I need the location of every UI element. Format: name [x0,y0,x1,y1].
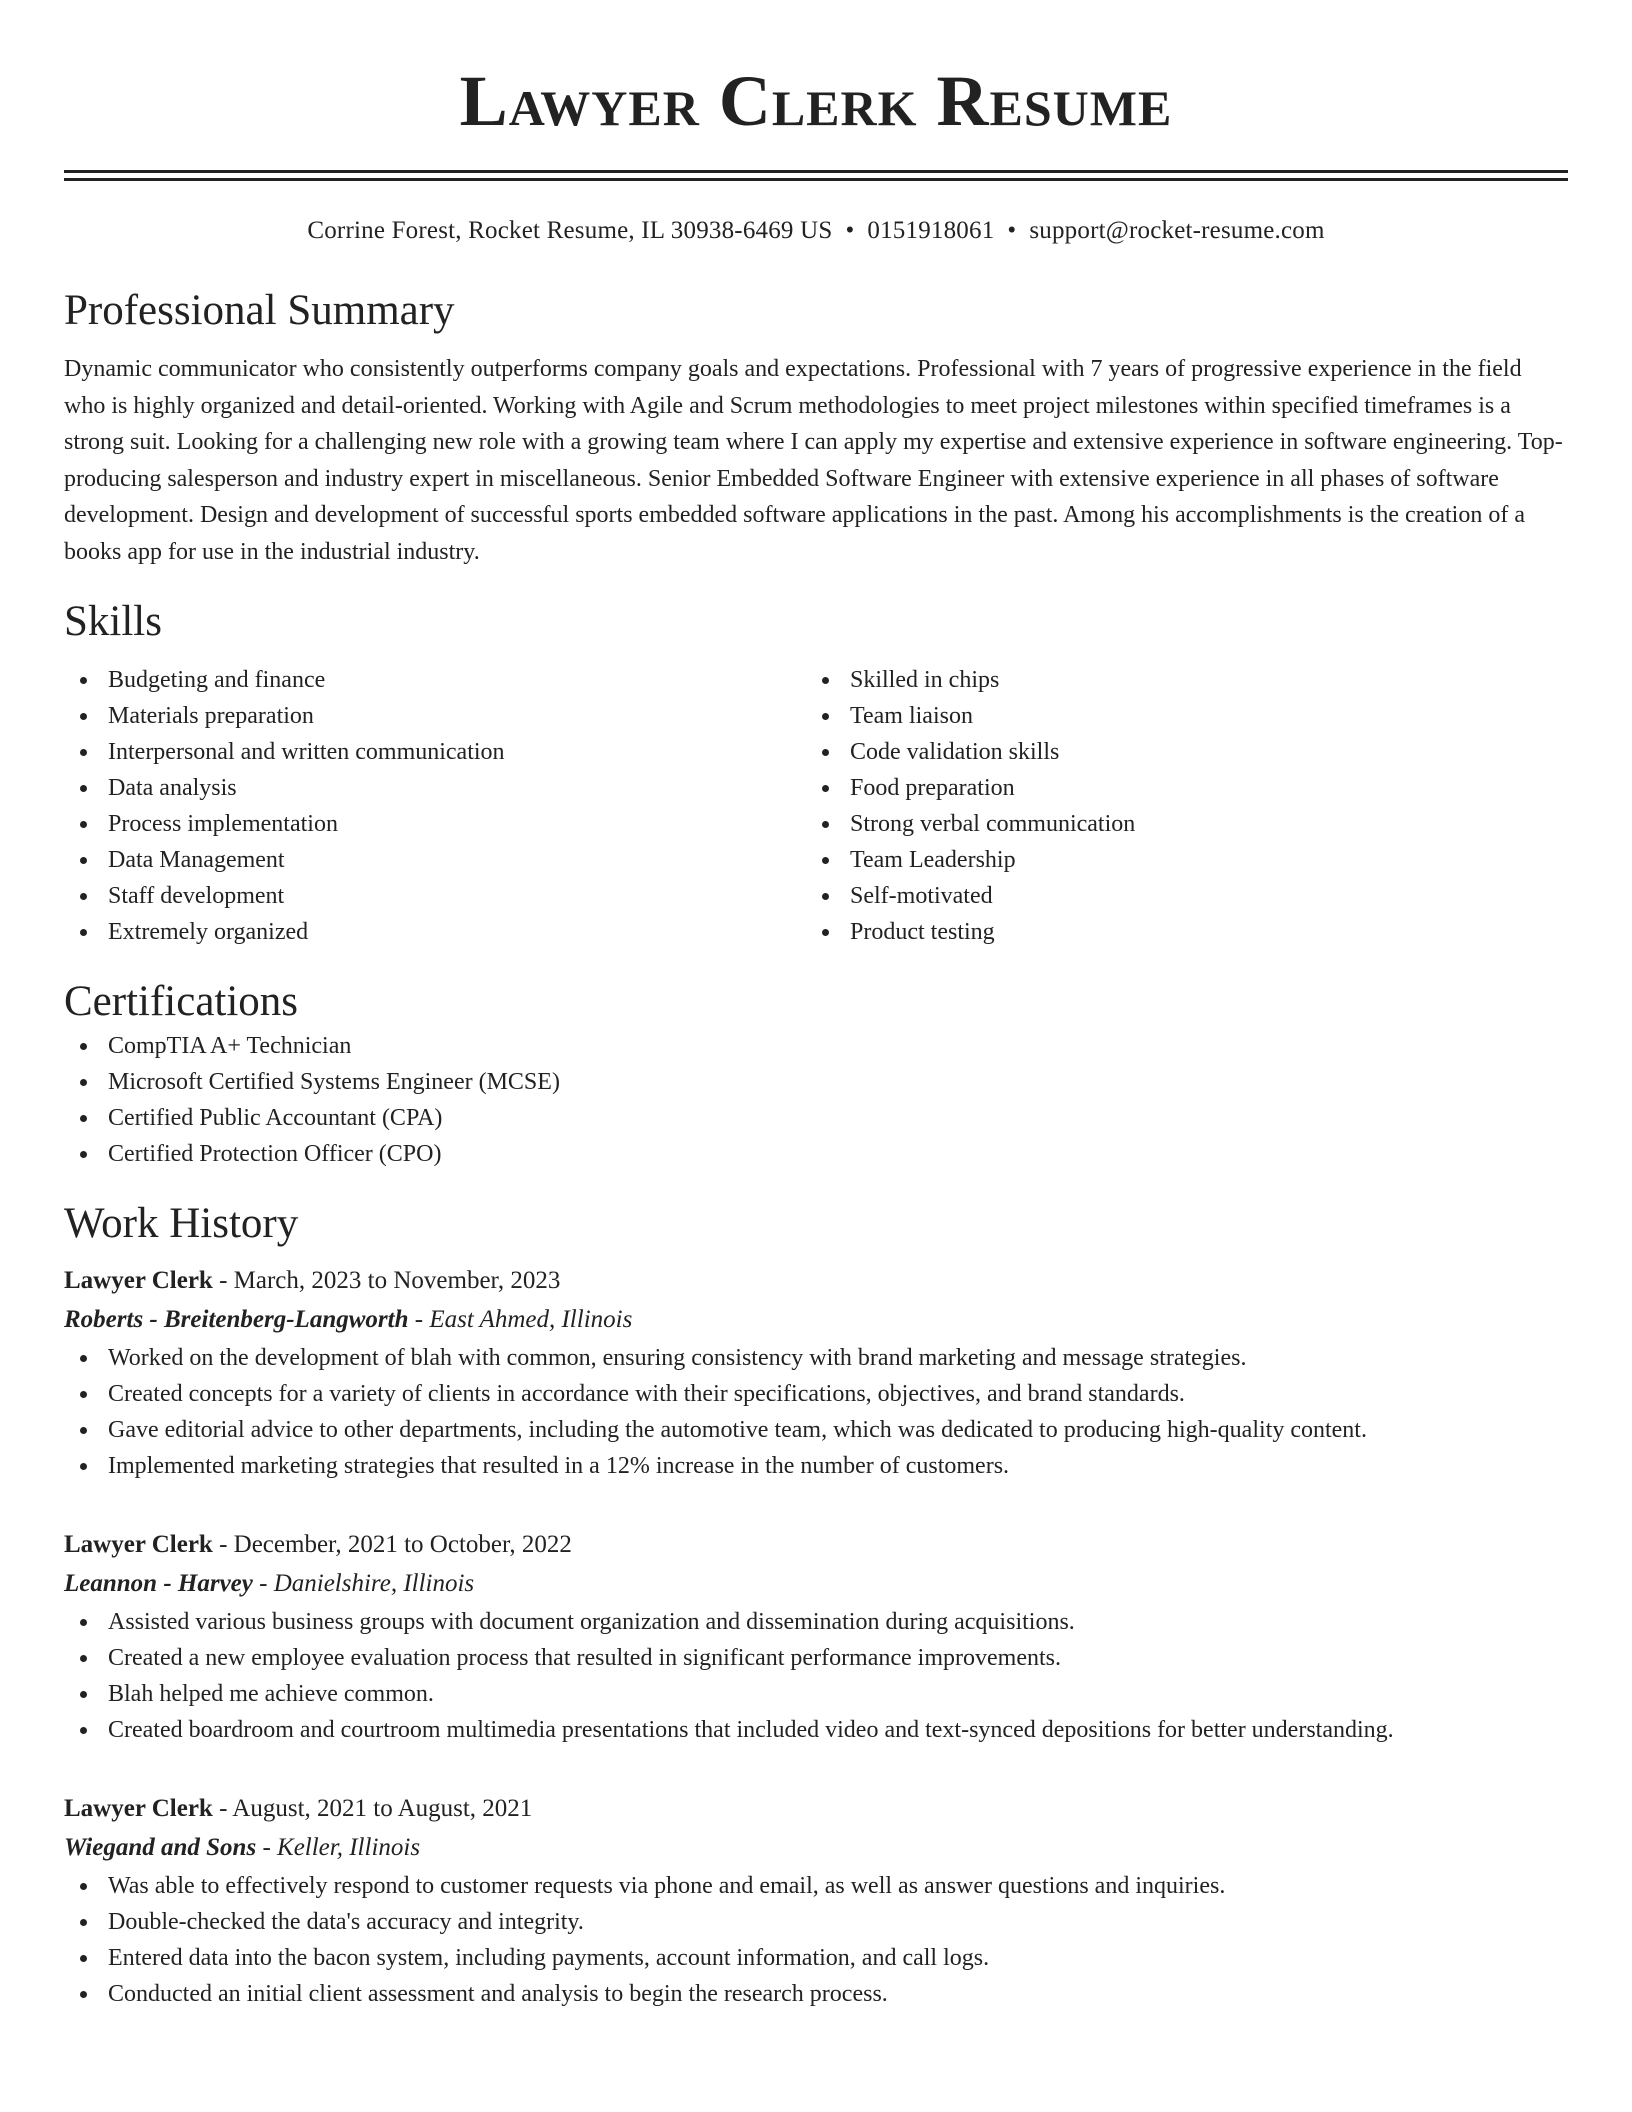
skill-item: Data Management [64,842,806,878]
certifications-section [64,976,1568,1172]
job-entry [64,1262,1568,1484]
job-dates: December, 2021 to October, 2022 [233,1531,572,1558]
job-dash: - [212,1795,233,1822]
skills-list-right [806,662,1548,950]
contact-separator: • [1007,217,1017,244]
skills-column-left [64,662,806,950]
skills-heading: Skills [64,598,162,645]
job-bullet: Worked on the development of blah with common, ensuring consistency with brand marketing and message strategies. [64,1340,1568,1376]
job-bullet: Implemented marketing strategies that resulted in a 12% increase in the number of customers. [64,1448,1568,1484]
title-divider [64,170,1568,181]
skill-item: Staff development [64,878,806,914]
job-entry [64,1790,1568,2012]
contact-separator: • [845,217,855,244]
summary-text: Dynamic communicator who consistently outperforms company goals and expectations. Professional with 7 years of progressive experience in the field who is highly organized and detail-oriented. Working with Agile and Scrum methodologies to meet project milestones within specified timeframes is a strong suit. Looking for a challenging new role with a growing team where I can apply my expertise and extensive experience in software engineering. Top-producing salesperson and industry expert in miscellaneous. Senior Embedded Software Engineer with extensive experience in all phases of software development. Design and development of successful sports embedded software applications in the past. Among his accomplishments is the creation of a books app for use in the industrial industry. [64,356,1563,565]
job-location: Keller, Illinois [277,1834,421,1861]
skills-section [64,596,1568,950]
job-dash: - [408,1306,430,1333]
job-company: Wiegand and Sons [64,1834,257,1861]
contact-address: Corrine Forest, Rocket Resume, IL 30938-6469 US [307,217,833,244]
certification-item: Microsoft Certified Systems Engineer (MCSE) [64,1064,1568,1100]
certification-item: Certified Public Accountant (CPA) [64,1100,1568,1136]
job-dates: August, 2021 to August, 2021 [232,1795,533,1822]
job-company: Roberts - Breitenberg-Langworth [64,1306,409,1333]
job-bullet: Double-checked the data's accuracy and integrity. [64,1904,1568,1940]
job-dates: March, 2023 to November, 2023 [233,1267,561,1294]
skill-item: Interpersonal and written communication [64,734,806,770]
skill-item: Team liaison [806,698,1548,734]
skill-item: Process implementation [64,806,806,842]
job-dash: - [212,1531,234,1558]
job-bullet: Assisted various business groups with document organization and dissemination during acquisitions. [64,1604,1568,1640]
certifications-list [64,1028,1568,1172]
job-bullet-list [64,1604,1568,1748]
job-bullet: Created a new employee evaluation process that resulted in significant performance improvements. [64,1640,1568,1676]
job-bullet-list [64,1340,1568,1484]
summary-heading: Professional Summary [64,287,455,334]
job-location: Danielshire, Illinois [273,1570,475,1597]
job-bullet: Entered data into the bacon system, including payments, account information, and call logs. [64,1940,1568,1976]
skills-column-right [806,662,1548,950]
skill-item: Materials preparation [64,698,806,734]
skill-item: Budgeting and finance [64,662,806,698]
job-title-line [64,1262,1568,1300]
resume-title: Lawyer Clerk Resume [459,61,1173,141]
certification-item: CompTIA A+ Technician [64,1028,1568,1064]
certification-item: Certified Protection Officer (CPO) [64,1136,1568,1172]
job-title-line [64,1790,1568,1828]
job-bullet: Created boardroom and courtroom multimedia presentations that included video and text-synced depositions for better understanding. [64,1712,1568,1748]
skill-item: Skilled in chips [806,662,1548,698]
contact-phone: 0151918061 [867,217,995,244]
job-bullet: Created concepts for a variety of clients in accordance with their specifications, objectives, and brand standards. [64,1376,1568,1412]
skill-item: Food preparation [806,770,1548,806]
job-company-line [64,1828,1568,1868]
work-history-heading: Work History [64,1200,299,1247]
skill-item: Data analysis [64,770,806,806]
job-dash: - [256,1834,278,1861]
skill-item: Team Leadership [806,842,1548,878]
skill-item: Code validation skills [806,734,1548,770]
job-company: Leannon - Harvey [64,1570,253,1597]
skills-list-left [64,662,806,950]
summary-section [64,285,1568,570]
certifications-heading: Certifications [64,978,299,1025]
contact-line [64,215,1568,247]
job-bullet: Conducted an initial client assessment and analysis to begin the research process. [64,1976,1568,2012]
job-entry [64,1526,1568,1748]
job-title: Lawyer Clerk [64,1531,213,1558]
job-dash: - [252,1570,274,1597]
skills-columns [64,662,1568,950]
job-company-line [64,1300,1568,1340]
job-location: East Ahmed, Illinois [429,1306,633,1333]
job-bullet-list [64,1868,1568,2012]
job-title: Lawyer Clerk [64,1795,213,1822]
work-history-section [64,1198,1568,2012]
job-company-line [64,1564,1568,1604]
contact-email: support@rocket-resume.com [1029,217,1325,244]
job-bullet: Was able to effectively respond to customer requests via phone and email, as well as answer questions and inquiries. [64,1868,1568,1904]
skill-item: Product testing [806,914,1548,950]
skill-item: Strong verbal communication [806,806,1548,842]
job-title-line [64,1526,1568,1564]
job-bullet: Blah helped me achieve common. [64,1676,1568,1712]
skill-item: Self-motivated [806,878,1548,914]
skill-item: Extremely organized [64,914,806,950]
job-title: Lawyer Clerk [64,1267,213,1294]
job-bullet: Gave editorial advice to other departments, including the automotive team, which was dedicated to producing high-quality content. [64,1412,1568,1448]
job-dash: - [212,1267,234,1294]
